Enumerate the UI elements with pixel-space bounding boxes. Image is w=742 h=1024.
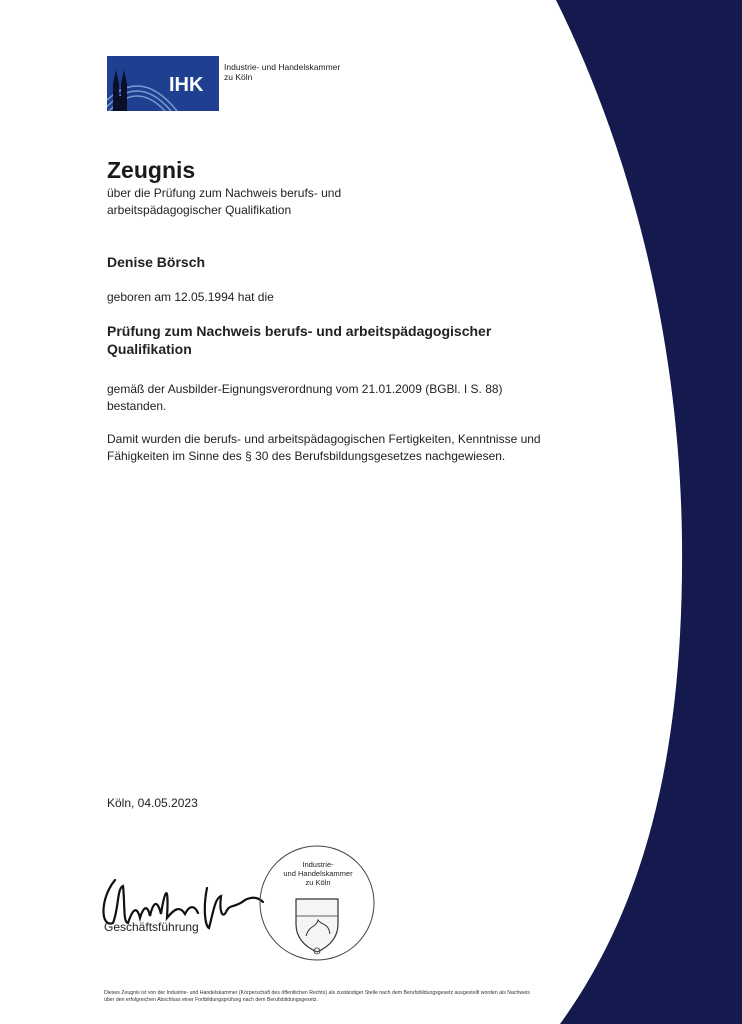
logo-org-line1: Industrie- und Handelskammer xyxy=(224,62,341,72)
ihk-logo xyxy=(107,56,219,111)
exam-title: Prüfung zum Nachweis berufs- und arbeitspädagogischer Qualifikation xyxy=(107,323,492,357)
logo-abbr: IHK xyxy=(169,74,204,96)
candidate-name: Denise Börsch xyxy=(107,254,206,270)
statement: Damit wurden die berufs- und arbeitspädagogischen Fertigkeiten, Kenntnisse und Fähigkeiten im Sinne des § 30 des Berufsbildungsgesetzes nachgewiesen. xyxy=(107,432,541,463)
certificate-title: Zeugnis xyxy=(107,157,196,183)
seal-text xyxy=(278,860,358,887)
signature-role: Geschäftsführung xyxy=(104,920,199,934)
certificate-subtitle: über die Prüfung zum Nachweis berufs- und arbeitspädagogischer Qualifikation xyxy=(107,186,342,217)
seal-line1: Industrie- xyxy=(302,860,334,869)
seal-line2: und Handelskammer xyxy=(283,869,353,878)
coat-of-arms-icon xyxy=(296,899,338,952)
logo-org-name xyxy=(224,62,340,82)
footer-note: Dieses Zeugnis ist von der Industrie- und Handelskammer (Körperschaft des öffentlichen Rechts) als zuständiger Stelle nach dem Berufsbildungsgesetz ausgestellt worden als Nachweis über den erfolgreichen Abschluss einer Fortbildungsprüfung nach dem Berufsbildungsgesetz. xyxy=(104,990,530,1003)
place-date: Köln, 04.05.2023 xyxy=(107,796,198,810)
legal-basis: gemäß der Ausbilder-Eignungsverordnung vom 21.01.2009 (BGBl. I S. 88) bestanden. xyxy=(107,382,503,413)
logo-org-line2: zu Köln xyxy=(224,72,253,82)
birth-line: geboren am 12.05.1994 hat die xyxy=(107,290,274,304)
seal-line3: zu Köln xyxy=(305,878,331,887)
